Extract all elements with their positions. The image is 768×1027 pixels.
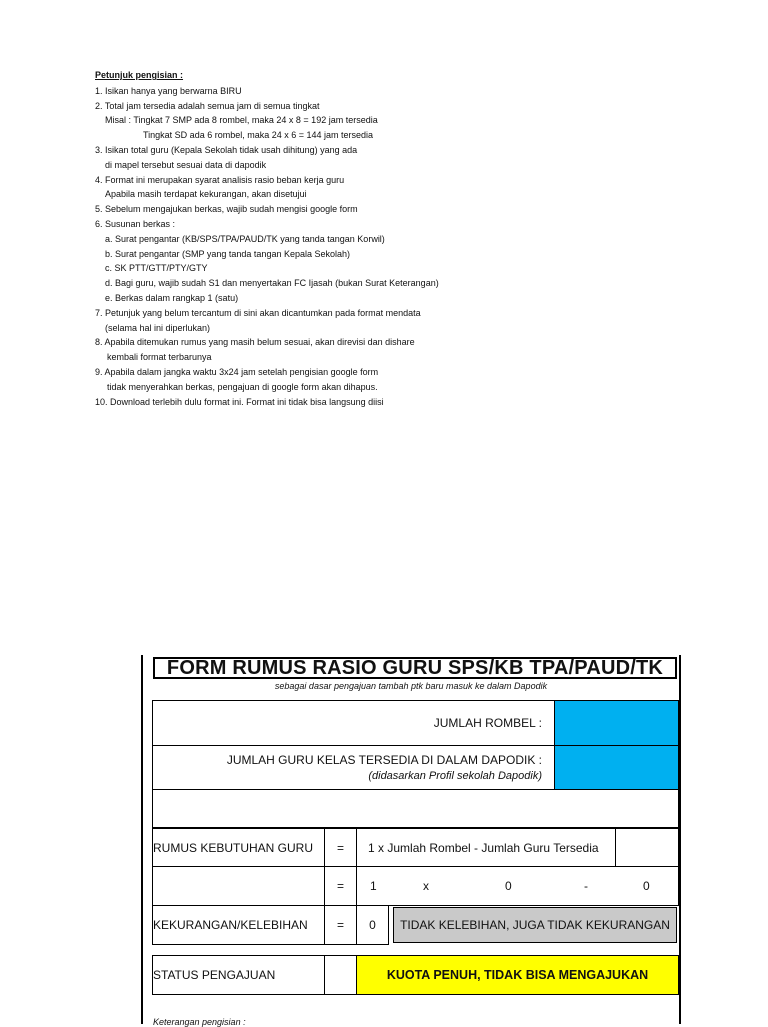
kekurangan-label-text: KEKURANGAN/KELEBIHAN	[153, 918, 308, 932]
instruction-line: 6. Susunan berkas :	[95, 218, 176, 229]
instructions-block	[95, 68, 439, 409]
instruction-line: c. SK PTT/GTT/PTY/GTY	[105, 263, 208, 274]
jumlah-guru-text: JUMLAH GURU KELAS TERSEDIA DI DALAM DAPODIK :	[226, 753, 542, 767]
rumus-label	[152, 828, 325, 867]
status-label	[152, 955, 325, 995]
calc-one: 1	[370, 879, 377, 893]
spacer-row	[152, 789, 679, 828]
status-badge	[356, 955, 679, 995]
jumlah-guru-input[interactable]	[554, 745, 679, 790]
ratio-form	[141, 655, 681, 1027]
instruction-line: 3. Isikan total guru (Kepala Sekolah tidak usah dihitung) yang ada	[95, 144, 358, 155]
instruction-line: 8. Apabila ditemukan rumus yang masih belum sesuai, akan direvisi dan dishare	[95, 337, 415, 348]
status-empty-cell	[324, 955, 357, 995]
rumus-empty-cell	[615, 828, 679, 867]
calc-times: x	[423, 879, 429, 893]
rumus-formula	[356, 828, 616, 867]
instruction-line: 7. Petunjuk yang belum tercantum di sini akan dicantumkan pada format mendata	[95, 307, 421, 318]
calc-guru-value: 0	[643, 879, 650, 893]
instruction-line: tidak menyerahkan berkas, pengajuan di google form akan dihapus.	[107, 381, 378, 392]
kekurangan-value-text: 0	[369, 918, 376, 932]
instruction-line: 5. Sebelum mengajukan berkas, wajib sudah mengisi google form	[95, 204, 358, 215]
rumus-label-text: RUMUS KEBUTUHAN GURU	[153, 840, 314, 855]
equals-sign: =	[336, 879, 344, 893]
kekurangan-equals	[324, 905, 357, 945]
instruction-line: di mapel tersebut sesuai data di dapodik	[105, 159, 267, 170]
jumlah-rombel-label	[152, 700, 555, 746]
instruction-line: (selama hal ini diperlukan)	[105, 322, 211, 333]
instruction-line: Misal : Tingkat 7 SMP ada 8 rombel, maka 24 x 8 = 192 jam tersedia	[105, 115, 378, 126]
instruction-line: 1. Isikan hanya yang berwarna BIRU	[95, 85, 242, 96]
calc-equals	[324, 866, 357, 906]
instruction-line: b. Surat pengantar (SMP yang tanda tangan Kepala Sekolah)	[105, 248, 351, 259]
status-value-text: KUOTA PENUH, TIDAK BISA MENGAJUKAN	[386, 968, 649, 982]
rumus-formula-a: 1 x	[368, 840, 385, 855]
calc-minus: -	[584, 879, 588, 893]
instruction-line: Apabila masih terdapat kekurangan, akan disetujui	[105, 189, 307, 200]
instruction-line: 10. Download terlebih dulu format ini. Format ini tidak bisa langsung diisi	[95, 396, 384, 407]
instruction-line: kembali format terbarunya	[107, 352, 212, 363]
status-label-text: STATUS PENGAJUAN	[153, 968, 276, 982]
calc-rombel-value: 0	[505, 879, 512, 893]
kekurangan-status-badge	[393, 907, 677, 943]
jumlah-guru-subtext: (didasarkan Profil sekolah Dapodik)	[368, 770, 542, 782]
calc-empty-label	[152, 866, 325, 906]
equals-sign: =	[336, 918, 344, 932]
form-subtitle: sebagai dasar pengajuan tambah ptk baru masuk ke dalam Dapodik	[274, 681, 548, 691]
instruction-line: a. Surat pengantar (KB/SPS/TPA/PAUD/TK yang tanda tangan Korwil)	[105, 233, 385, 244]
instructions-heading: Petunjuk pengisian :	[95, 70, 184, 80]
kekurangan-label	[152, 905, 325, 945]
instruction-line: 4. Format ini merupakan syarat analisis rasio beban kerja guru	[95, 174, 345, 185]
instruction-line: 2. Total jam tersedia adalah semua jam di semua tingkat	[95, 100, 320, 111]
instruction-line: d. Bagi guru, wajib sudah S1 dan menyertakan FC Ijasah (bukan Surat Keterangan)	[105, 278, 439, 289]
instruction-line: 9. Apabila dalam jangka waktu 3x24 jam setelah pengisian google form	[95, 366, 379, 377]
jumlah-guru-label	[152, 745, 555, 790]
instruction-line: Tingkat SD ada 6 rombel, maka 24 x 6 = 144 jam tersedia	[143, 130, 374, 141]
instruction-line: e. Berkas dalam rangkap 1 (satu)	[105, 292, 239, 303]
rumus-formula-b: Jumlah Rombel - Jumlah Guru Tersedia	[387, 840, 599, 855]
footer-note: Keterangan pengisian :	[153, 1017, 246, 1027]
equals-sign: =	[336, 840, 344, 855]
rumus-equals	[324, 828, 357, 867]
kekurangan-status-text: TIDAK KELEBIHAN, JUGA TIDAK KEKURANGAN	[400, 918, 670, 932]
calc-values	[356, 866, 679, 906]
jumlah-rombel-input[interactable]	[554, 700, 679, 746]
jumlah-rombel-text: JUMLAH ROMBEL :	[433, 716, 542, 730]
kekurangan-value	[356, 905, 389, 945]
form-title: FORM RUMUS RASIO GURU SPS/KB TPA/PAUD/TK	[153, 657, 677, 679]
